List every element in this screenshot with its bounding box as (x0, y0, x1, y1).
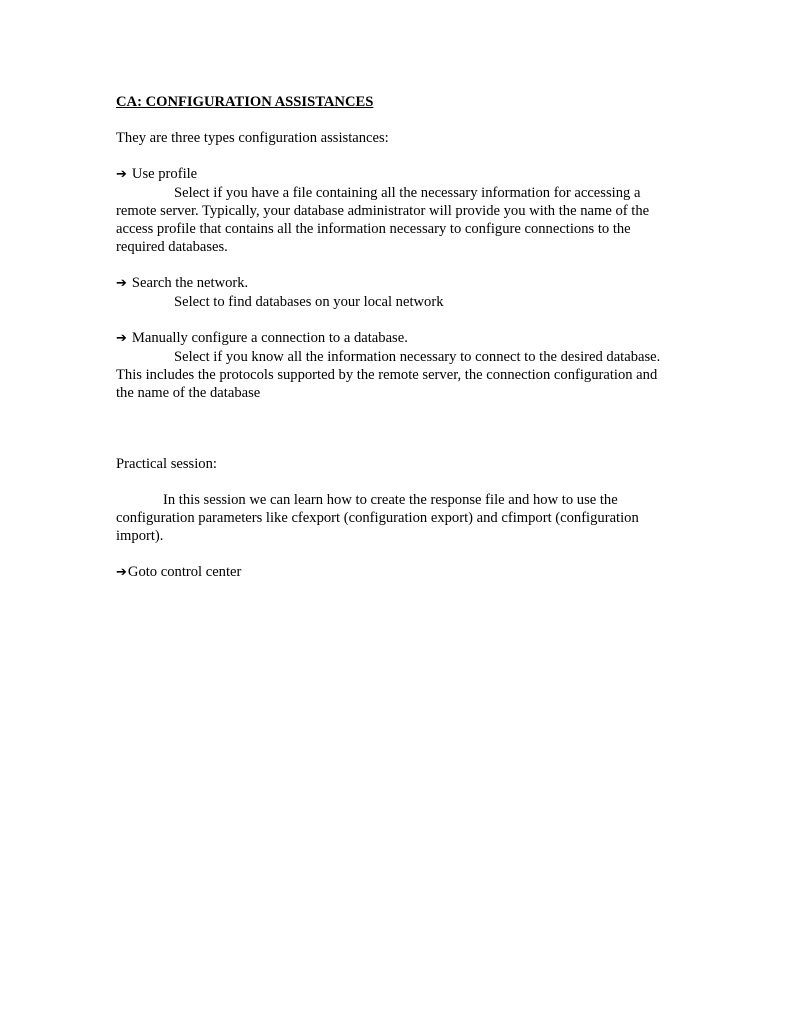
arrow-icon: ➔ (116, 276, 127, 291)
arrow-icon: ➔ (116, 167, 127, 182)
spacer (116, 311, 668, 329)
arrow-icon: ➔ (116, 331, 127, 346)
spacer (116, 402, 668, 455)
document-page (116, 93, 668, 582)
final-step-label: Goto control center (127, 564, 242, 580)
practical-body: In this session we can learn how to create the response file and how to use the configuration parameters like cfexport (configuration export) and cfimport (configuration import). (116, 492, 639, 544)
option-manual-configure (116, 329, 668, 348)
option-use-profile (116, 165, 668, 184)
spacer (116, 473, 668, 491)
option-description: Select to find databases on your local network (174, 294, 444, 310)
final-step (116, 563, 668, 582)
option-description: Select if you have a file containing all the necessary information for accessing a remote server. Typically, your database administrator will provide you with the name of the access profile that contains all the information necessary to configure connections to the required databases. (116, 185, 650, 255)
arrow-icon: ➔ (116, 565, 127, 580)
option-search-network (116, 274, 668, 293)
option-label: Manually configure a connection to a database. (131, 330, 408, 346)
spacer (116, 256, 668, 274)
intro-text: They are three types configuration assistances: (116, 130, 389, 146)
spacer (116, 545, 668, 563)
spacer (116, 147, 668, 165)
option-label: Search the network. (131, 275, 249, 291)
spacer (116, 111, 668, 129)
option-label: Use profile (131, 166, 198, 182)
option-description: Select if you know all the information necessary to connect to the desired database. This includes the protocols supported by the remote server, the connection configuration and the name of the database (116, 349, 661, 401)
practical-heading: Practical session: (116, 456, 217, 472)
document-title: CA: CONFIGURATION ASSISTANCES (116, 94, 374, 110)
